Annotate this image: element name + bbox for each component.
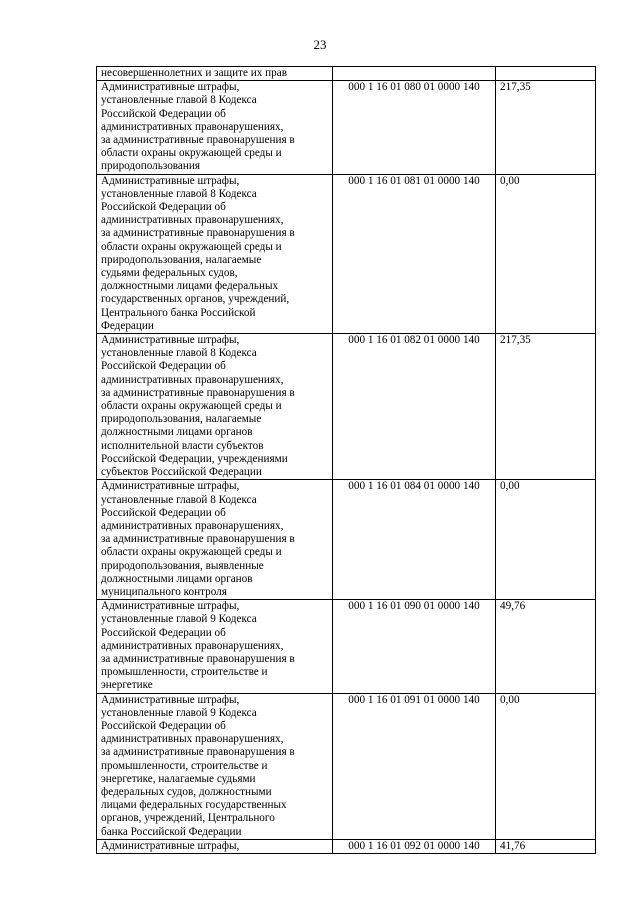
row-amount: 0,00 [496, 480, 596, 600]
row-amount: 49,76 [496, 600, 596, 693]
page-number: 23 [313, 37, 327, 52]
row-name: Административные штрафы, установленные главой 8 Кодекса Российской Федерации об административных правонарушениях, за административные правонарушения в области охраны окружающей среды и природопользования, налагаемые судьями федеральных судов, должностными лицами федеральных государственных органов, учреждений, Центрального банка Российской Федерации [97, 174, 333, 333]
row-code: 000 1 16 01 091 01 0000 140 [333, 693, 496, 839]
row-name: Административные штрафы, [97, 839, 333, 853]
row-amount: 0,00 [496, 174, 596, 333]
row-amount: 0,00 [496, 693, 596, 839]
budget-table [96, 66, 596, 854]
table-row [97, 693, 596, 839]
row-name: Административные штрафы, установленные главой 9 Кодекса Российской Федерации об административных правонарушениях, за административные правонарушения в промышленности, строительстве и энергетике, налагаемые судьями федеральных судов, должностными лицами федеральных государственных органов, учреждений, Центрального банка Российской Федерации [97, 693, 333, 839]
row-name: Административные штрафы, установленные главой 9 Кодекса Российской Федерации об административных правонарушениях, за административные правонарушения в промышленности, строительстве и энергетике [97, 600, 333, 693]
table-row [97, 67, 596, 81]
table-row [97, 334, 596, 480]
table-row [97, 600, 596, 693]
row-code: 000 1 16 01 092 01 0000 140 [333, 839, 496, 853]
row-code: 000 1 16 01 080 01 0000 140 [333, 81, 496, 174]
row-code: 000 1 16 01 082 01 0000 140 [333, 334, 496, 480]
row-amount: 217,35 [496, 334, 596, 480]
row-amount: 41,76 [496, 839, 596, 853]
row-name: Административные штрафы, установленные главой 8 Кодекса Российской Федерации об административных правонарушениях, за административные правонарушения в области охраны окружающей среды и природопользования, налагаемые должностными лицами органов исполнительной власти субъектов Российской Федерации, учреждениями субъектов Российской Федерации [97, 334, 333, 480]
row-name: несовершеннолетних и защите их прав [97, 67, 333, 81]
row-code [333, 67, 496, 81]
row-code: 000 1 16 01 081 01 0000 140 [333, 174, 496, 333]
table-row [97, 174, 596, 333]
table-row [97, 81, 596, 174]
row-code: 000 1 16 01 084 01 0000 140 [333, 480, 496, 600]
row-amount: 217,35 [496, 81, 596, 174]
row-name: Административные штрафы, установленные главой 8 Кодекса Российской Федерации об административных правонарушениях, за административные правонарушения в области охраны окружающей среды и природопользования [97, 81, 333, 174]
row-code: 000 1 16 01 090 01 0000 140 [333, 600, 496, 693]
table-row [97, 480, 596, 600]
table-row [97, 839, 596, 853]
row-name: Административные штрафы, установленные главой 8 Кодекса Российской Федерации об административных правонарушениях, за административные правонарушения в области охраны окружающей среды и природопользования, выявленные должностными лицами органов муниципального контроля [97, 480, 333, 600]
row-amount [496, 67, 596, 81]
